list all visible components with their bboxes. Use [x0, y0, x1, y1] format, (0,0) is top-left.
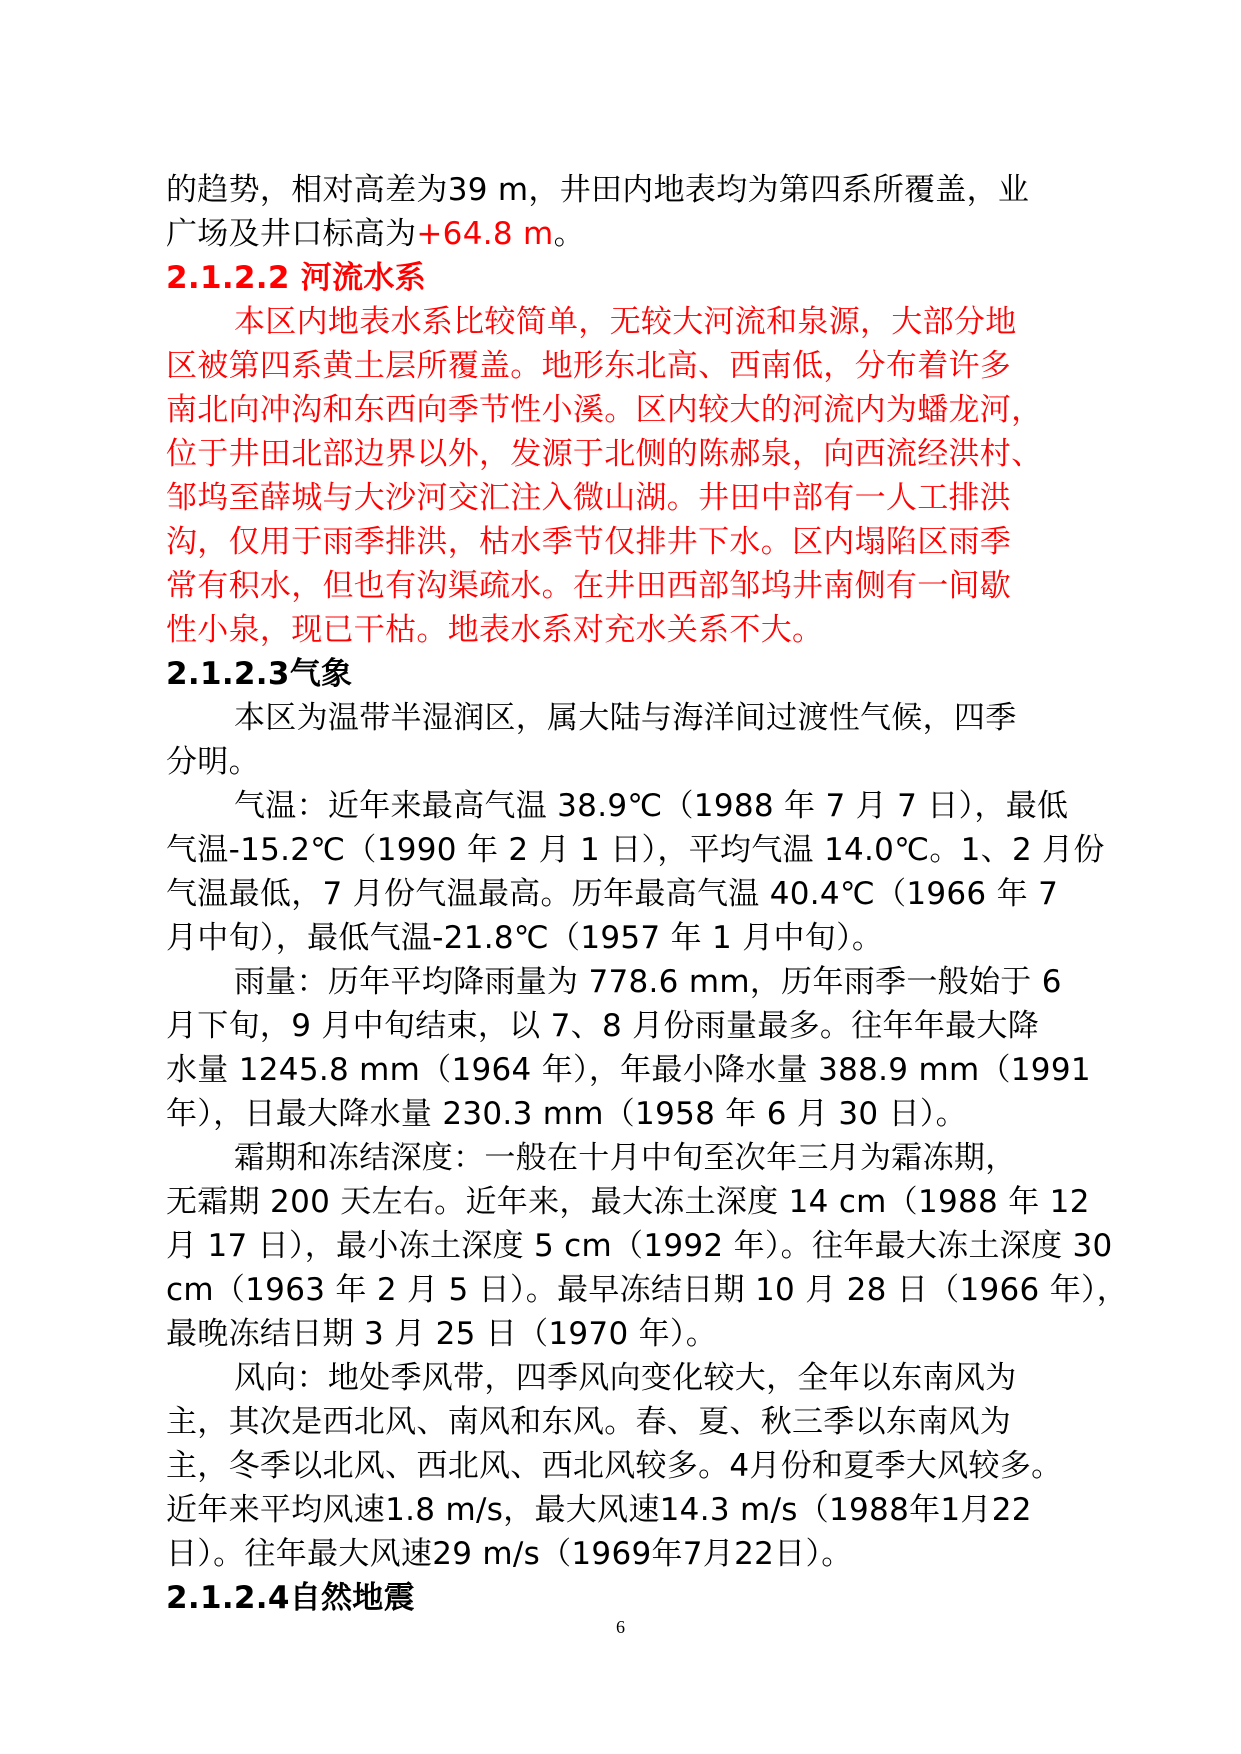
rainfall-paragraph-line: 雨量：历年平均降雨量为 778.6 mm，历年雨季一般始于 6 [234, 964, 1062, 1000]
intro-text: 。 [553, 216, 585, 252]
wind-paragraph-line: 近年来平均风速1.8 m/s，最大风速14.3 m/s（1988年1月22 [166, 1492, 1032, 1528]
wind-paragraph-line: 风向：地处季风带，四季风向变化较大，全年以东南风为 [234, 1360, 1017, 1396]
rivers-paragraph-line: 本区内地表水系比较简单，无较大河流和泉源，大部分地 [234, 304, 1017, 340]
rainfall-paragraph-line: 水量 1245.8 mm（1964 年），年最小降水量 388.9 mm（1991 [166, 1052, 1091, 1088]
page-content [166, 168, 1129, 1620]
intro-text: 广场及井口标高为 [166, 216, 417, 252]
temperature-paragraph-line: 气温-15.2℃（1990 年 2 月 1 日），平均气温 14.0℃。1、2 月份 [166, 832, 1105, 868]
rainfall-paragraph-line: 年），日最大降水量 230.3 mm（1958 年 6 月 30 日）。 [166, 1096, 967, 1132]
temperature-paragraph-line: 气温：近年来最高气温 38.9℃（1988 年 7 月 7 日），最低 [234, 788, 1069, 824]
wind-paragraph-line: 日）。往年最大风速29 m/s（1969年7月22日）。 [166, 1536, 853, 1572]
rivers-paragraph-line: 常有积水，但也有沟渠疏水。在井田西部邹坞井南侧有一间歇 [166, 568, 1012, 604]
rivers-paragraph-line: 区被第四系黄土层所覆盖。地形东北高、西南低，分布着许多 [166, 348, 1012, 384]
frost-paragraph-line: 无霜期 200 天左右。近年来，最大冻土深度 14 cm（1988 年 12 [166, 1184, 1090, 1220]
intro-line-1 [166, 168, 1076, 212]
frost-paragraph-line: cm（1963 年 2 月 5 日）。最早冻结日期 10 月 28 日（1966 年）， [166, 1272, 1129, 1308]
temperature-paragraph-line: 月中旬），最低气温-21.8℃（1957 年 1 月中旬）。 [166, 920, 884, 956]
climate-paragraph-line: 本区为温带半湿润区，属大陆与海洋间过渡性气候，四季 [234, 700, 1017, 736]
section-heading-earthquake: 2.1.2.4自然地震 [166, 1580, 415, 1616]
rivers-paragraph-line: 性小泉，现已干枯。地表水系对充水关系不大。 [166, 612, 824, 648]
rivers-paragraph-line: 邹坞至薛城与大沙河交汇注入微山湖。井田中部有一人工排洪 [166, 480, 1012, 516]
rainfall-paragraph-line: 月下旬，9 月中旬结束，以 7、8 月份雨量最多。往年年最大降 [166, 1008, 1040, 1044]
frost-paragraph-line: 月 17 日），最小冻土深度 5 cm（1992 年）。往年最大冻土深度 30 [166, 1228, 1113, 1264]
intro-text: 的趋势，相对高差为39 m，井田内地表均为第四系所覆盖，业 [166, 172, 1030, 208]
section-heading-climate: 2.1.2.3气象 [166, 656, 353, 692]
wind-paragraph-line: 主，其次是西北风、南风和东风。春、夏、秋三季以东南风为 [166, 1404, 1012, 1440]
temperature-paragraph-line: 气温最低，7 月份气温最高。历年最高气温 40.4℃（1966 年 7 [166, 876, 1059, 912]
rivers-paragraph-line: 沟，仅用于雨季排洪，枯水季节仅排井下水。区内塌陷区雨季 [166, 524, 1012, 560]
elevation-value: +64.8 m [416, 216, 554, 252]
section-heading-rivers: 2.1.2.2 河流水系 [166, 260, 427, 296]
rivers-paragraph-line: 南北向冲沟和东西向季节性小溪。区内较大的河流内为蟠龙河， [166, 392, 1043, 428]
frost-paragraph-line: 霜期和冻结深度：一般在十月中旬至次年三月为霜冻期， [234, 1140, 1017, 1176]
rivers-paragraph-line: 位于井田北部边界以外，发源于北侧的陈郝泉，向西流经洪村、 [166, 436, 1043, 472]
page-number: 6 [616, 1617, 625, 1637]
intro-line-2 [166, 212, 1076, 256]
frost-paragraph-line: 最晚冻结日期 3 月 25 日（1970 年）。 [166, 1316, 718, 1352]
wind-paragraph-line: 主，冬季以北风、西北风、西北风较多。4月份和夏季大风较多。 [166, 1448, 1063, 1484]
climate-paragraph-line: 分明。 [166, 744, 260, 780]
